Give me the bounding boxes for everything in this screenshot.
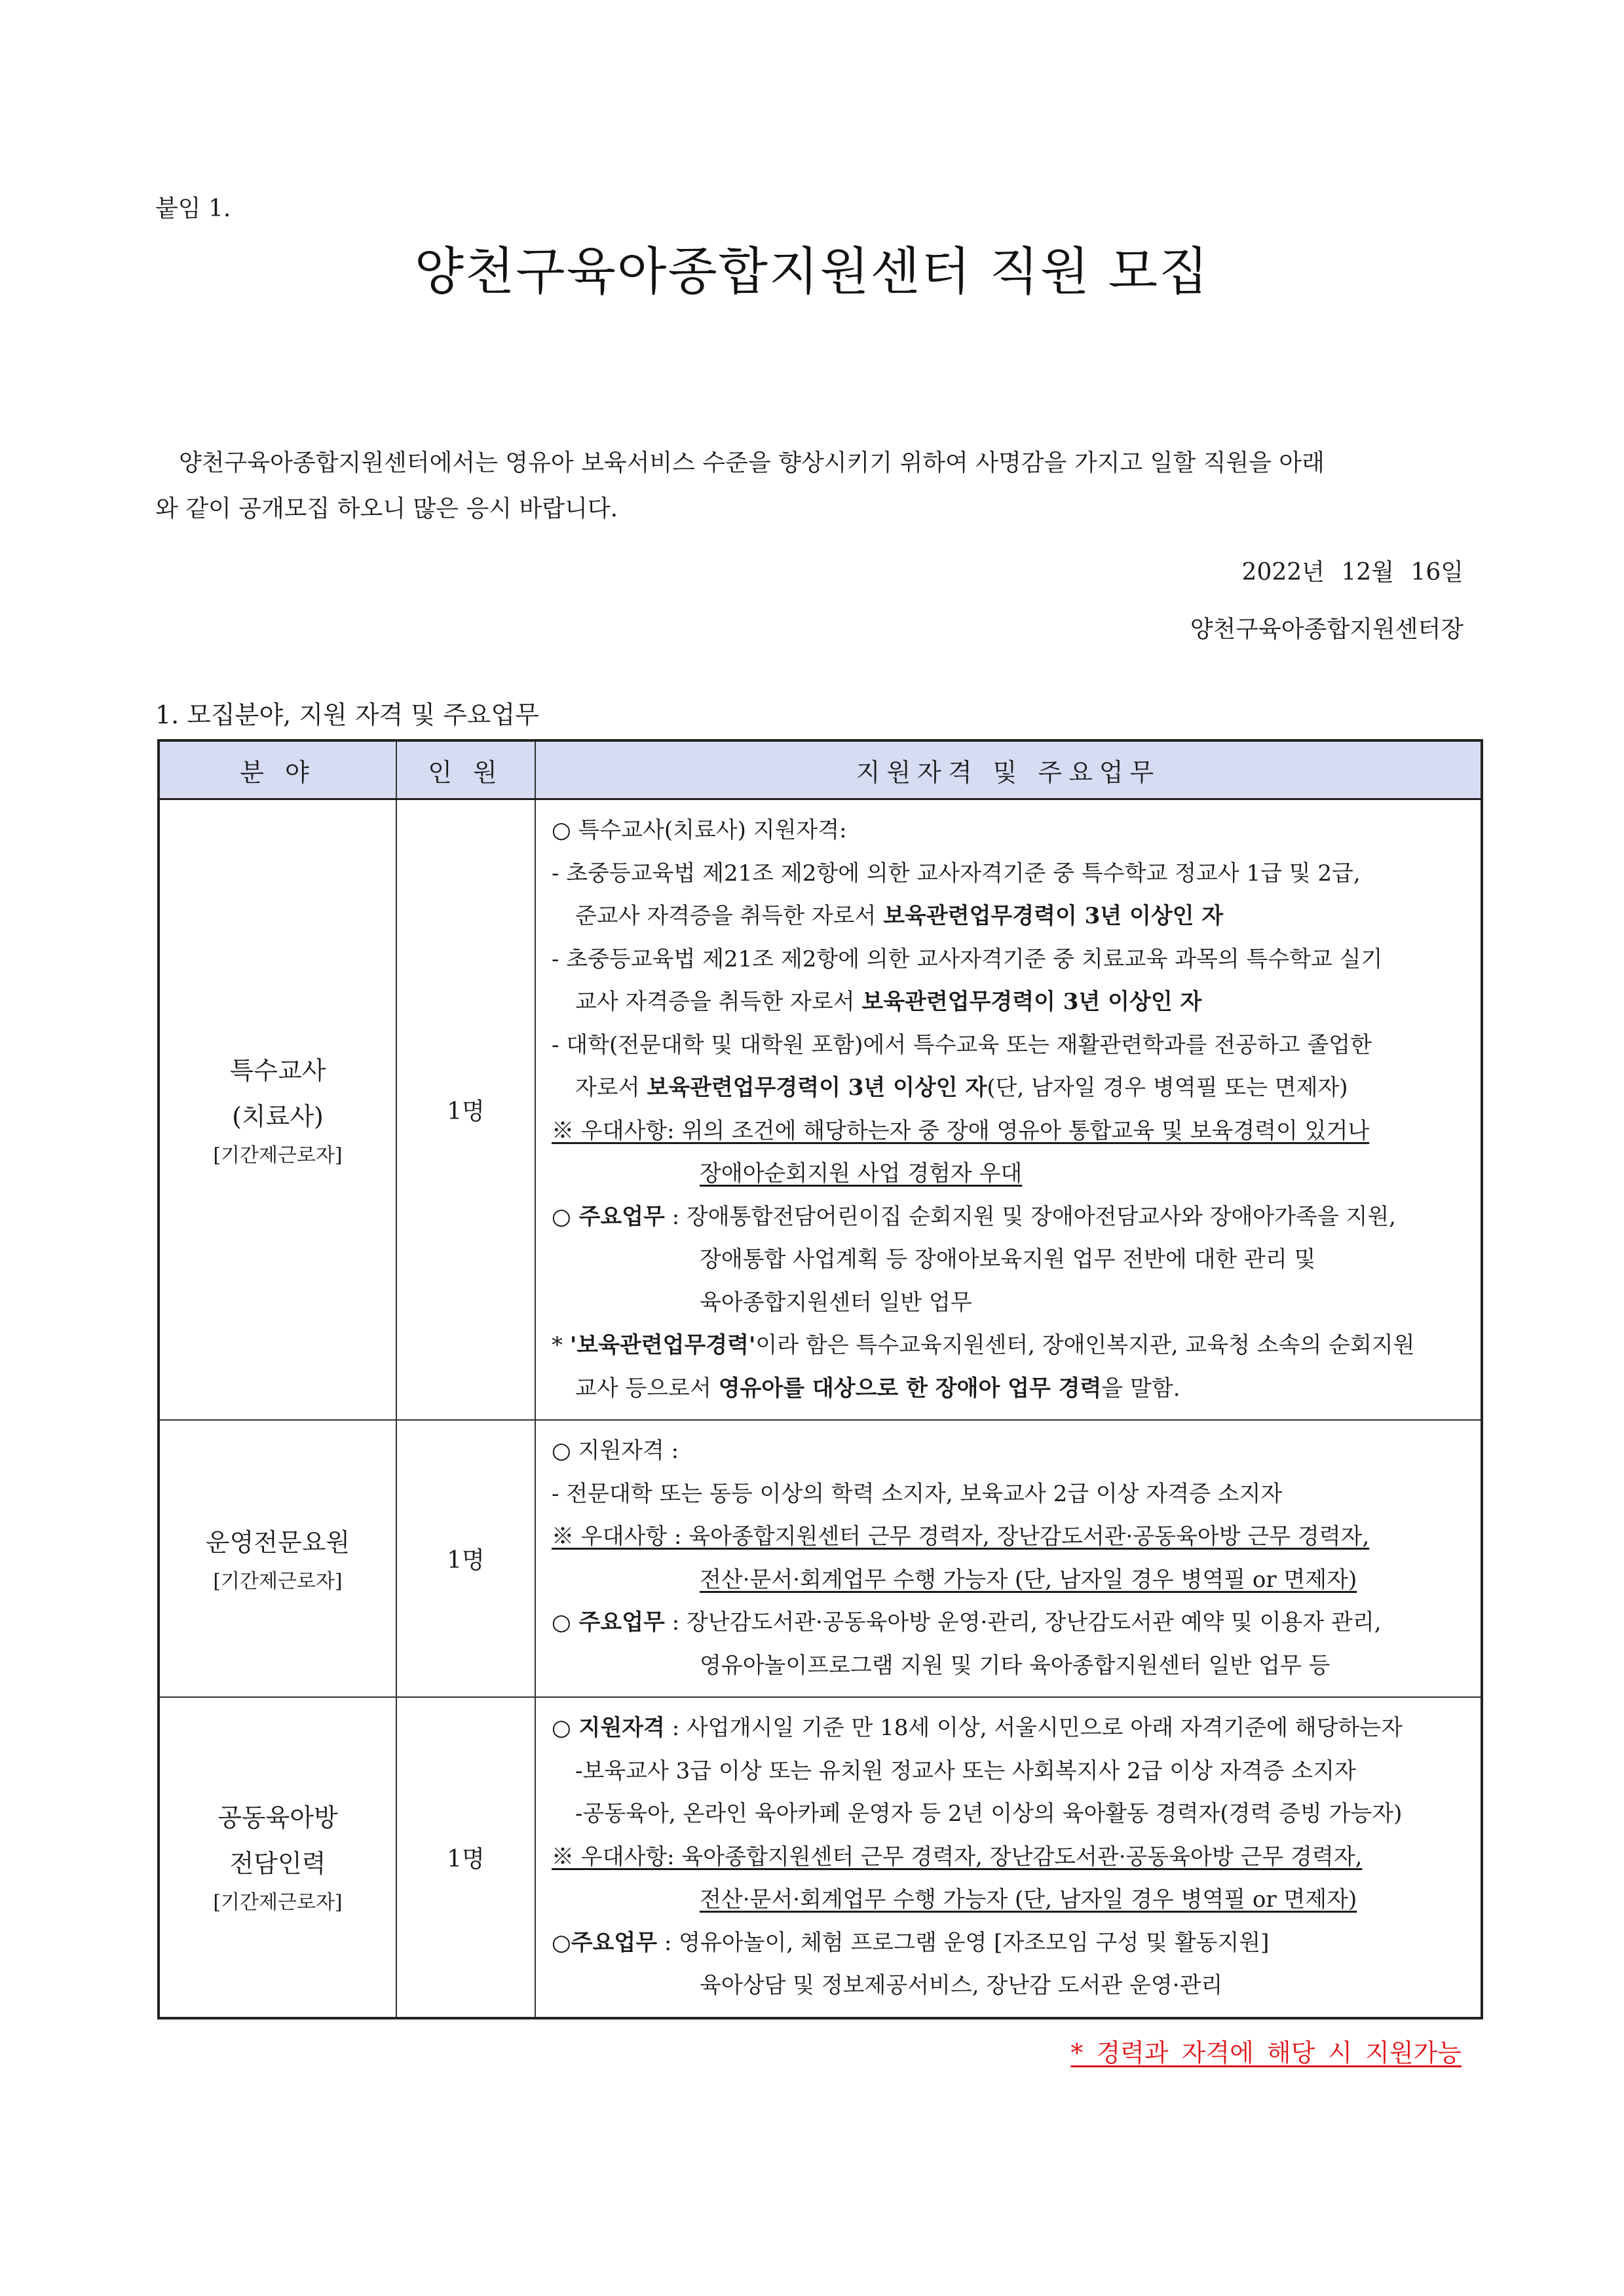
detail-text-after: (단, 남자일 경우 병역필 또는 면제자)	[987, 1075, 1348, 1101]
detail-text: 준교사 자격증을 취득한 자로서	[575, 903, 884, 929]
detail-text: 장애아순회지원 사업 경험자 우대	[700, 1160, 1023, 1187]
detail-text: ※ 우대사항: 위의 조건에 해당하는자 중 장애 영유아 통합교육 및 보육경력이 있거나	[552, 1117, 1370, 1144]
header-count: 인 원	[396, 740, 535, 799]
detail-emphasis: 보육관련업무경력이 3년 이상인 자	[883, 903, 1224, 929]
detail-text-after: 이라 함은 특수교육지원센터, 장애인복지관, 교육청 소속의 순회지원	[755, 1332, 1415, 1358]
detail-text: : 장난감도서관·공동육아방 운영·관리, 장난감도서관 예약 및 이용자 관리,	[664, 1609, 1382, 1636]
detail-line	[552, 1750, 1469, 1793]
detail-line	[552, 1559, 1469, 1602]
detail-line	[552, 1430, 1469, 1473]
detail-line	[552, 1922, 1469, 1965]
attachment-label: 붙임 1.	[155, 195, 231, 222]
table-row	[159, 1697, 1482, 2018]
detail-text: : 장애통합전담어린이집 순회지원 및 장애아전담교사와 장애아가족을 지원,	[664, 1203, 1396, 1230]
detail-line	[552, 1067, 1469, 1110]
detail-line	[552, 852, 1469, 896]
footer-note: * 경력과 자격에 해당 시 지원가능	[1070, 2038, 1462, 2067]
detail-line	[552, 1473, 1469, 1516]
detail-line	[552, 1793, 1469, 1836]
detail-label: ○ 지원자격	[552, 1715, 665, 1741]
detail-text: 전산·문서·회계업무 수행 가능자 (단, 남자일 경우 병역필 or 면제자)	[700, 1566, 1357, 1593]
detail-emphasis: 보육관련업무경력이 3년 이상인 자	[861, 989, 1202, 1015]
detail-text: ※ 우대사항: 육아종합지원센터 근무 경력자, 장난감도서관·공동육아방 근무 경력자,	[552, 1843, 1363, 1870]
detail-line	[552, 1238, 1469, 1282]
detail-text: ○ 특수교사(치료사) 지원자격:	[552, 817, 847, 843]
detail-text: ○ 지원자격 :	[552, 1438, 679, 1464]
detail-line	[552, 1153, 1469, 1196]
detail-text: 영유아놀이프로그램 지원 및 기타 육아종합지원센터 일반 업무 등	[700, 1652, 1331, 1679]
detail-label: ○ 주요업무	[552, 1203, 665, 1230]
qualification-cell	[535, 1420, 1482, 1697]
detail-text: 자로서	[575, 1075, 647, 1101]
detail-line	[552, 1707, 1469, 1750]
detail-text: 교사 등으로서	[575, 1375, 719, 1402]
field-cell	[159, 1420, 396, 1697]
detail-text: 교사 자격증을 취득한 자로서	[575, 989, 862, 1015]
qualification-cell	[535, 1697, 1482, 2018]
detail-text: : 사업개시일 기준 만 18세 이상, 서울시민으로 아래 자격기준에 해당하는자	[664, 1715, 1403, 1741]
table-header-row	[159, 740, 1482, 799]
detail-line	[552, 1024, 1469, 1067]
detail-text: ※ 우대사항 : 육아종합지원센터 근무 경력자, 장난감도서관·공동육아방 근무 경력자,	[552, 1523, 1370, 1550]
detail-line	[552, 1196, 1469, 1239]
intro-paragraph	[155, 440, 1465, 532]
detail-text: -보육교사 3급 이상 또는 유치원 정교사 또는 사회복지사 2급 이상 자격증 소지자	[575, 1757, 1356, 1784]
detail-line	[552, 938, 1469, 982]
contract-type: [기간제근로자]	[213, 1891, 343, 1915]
detail-line	[552, 1836, 1469, 1879]
detail-text-after: 을 말함.	[1101, 1375, 1180, 1402]
detail-line	[552, 1282, 1469, 1325]
header-qualification: 지원자격 및 주요업무	[535, 740, 1482, 799]
detail-line	[552, 1324, 1469, 1368]
intro-line-2: 와 같이 공개모집 하오니 많은 응시 바랍니다.	[155, 495, 618, 522]
detail-emphasis: 영유아를 대상으로 한 장애아 업무 경력	[718, 1375, 1102, 1402]
table-row	[159, 799, 1482, 1421]
headcount-cell: 1명	[396, 799, 535, 1421]
detail-label: ○주요업무	[552, 1929, 658, 1956]
recruitment-table	[157, 739, 1483, 2019]
detail-text: -공동육아, 온라인 육아카페 운영자 등 2년 이상의 육아활동 경력자(경력 증빙 가능자)	[575, 1801, 1403, 1827]
detail-text: - 초중등교육법 제21조 제2항에 의한 교사자격기준 중 특수학교 정교사 1급 및 2급,	[552, 860, 1361, 887]
detail-text: - 전문대학 또는 동등 이상의 학력 소지자, 보육교사 2급 이상 자격증 소지자	[552, 1480, 1283, 1507]
table-row	[159, 1420, 1482, 1697]
detail-text: - 대학(전문대학 및 대학원 포함)에서 특수교육 또는 재활관련학과를 전공하고 졸업한	[552, 1031, 1372, 1058]
header-field: 분 야	[159, 740, 396, 799]
field-cell	[159, 799, 396, 1421]
field-name-line: (치료사)	[232, 1101, 324, 1131]
detail-line	[552, 895, 1469, 938]
detail-text: *	[552, 1332, 570, 1358]
detail-text: - 초중등교육법 제21조 제2항에 의한 교사자격기준 중 치료교육 과목의 특수학교 실기	[552, 946, 1383, 972]
field-name-line: 특수교사	[229, 1056, 326, 1085]
detail-line	[552, 1601, 1469, 1645]
announcement-date: 2022년 12월 16일	[1241, 559, 1463, 586]
headcount-cell: 1명	[396, 1420, 535, 1697]
detail-line	[552, 981, 1469, 1024]
detail-line	[552, 809, 1469, 852]
contract-type: [기간제근로자]	[213, 1143, 343, 1167]
detail-line	[552, 1964, 1469, 2008]
detail-line	[552, 1368, 1469, 1411]
section-title: 1. 모집분야, 지원 자격 및 주요업무	[155, 700, 539, 729]
intro-line-1: 양천구육아종합지원센터에서는 영유아 보육서비스 수준을 향상시키기 위하여 사명감을 가지고 일할 직원을 아래	[179, 450, 1325, 476]
detail-text: 육아종합지원센터 일반 업무	[700, 1289, 972, 1316]
detail-line	[552, 1516, 1469, 1559]
headcount-cell: 1명	[396, 1697, 535, 2018]
signature: 양천구육아종합지원센터장	[1190, 616, 1463, 643]
qualification-cell	[535, 799, 1482, 1421]
detail-emphasis: '보육관련업무경력'	[569, 1332, 756, 1358]
page-title: 양천구육아종합지원센터 직원 모집	[414, 242, 1210, 301]
detail-text: 육아상담 및 정보제공서비스, 장난감 도서관 운영·관리	[700, 1972, 1223, 1999]
field-cell	[159, 1697, 396, 2018]
field-name-line: 운영전문요원	[205, 1527, 350, 1557]
detail-text: : 영유아놀이, 체험 프로그램 운영 [자조모임 구성 및 활동지원]	[657, 1929, 1270, 1956]
detail-line	[552, 1879, 1469, 1922]
detail-emphasis: 보육관련업무경력이 3년 이상인 자	[647, 1075, 987, 1101]
field-name-line: 공동육아방	[217, 1803, 338, 1833]
detail-label: ○ 주요업무	[552, 1609, 665, 1636]
detail-line	[552, 1110, 1469, 1153]
contract-type: [기간제근로자]	[213, 1569, 343, 1593]
field-name-line: 전담인력	[229, 1849, 326, 1879]
detail-line	[552, 1645, 1469, 1688]
detail-text: 전산·문서·회계업무 수행 가능자 (단, 남자일 경우 병역필 or 면제자)	[700, 1886, 1357, 1913]
detail-text: 장애통합 사업계획 등 장애아보육지원 업무 전반에 대한 관리 및	[700, 1246, 1316, 1272]
